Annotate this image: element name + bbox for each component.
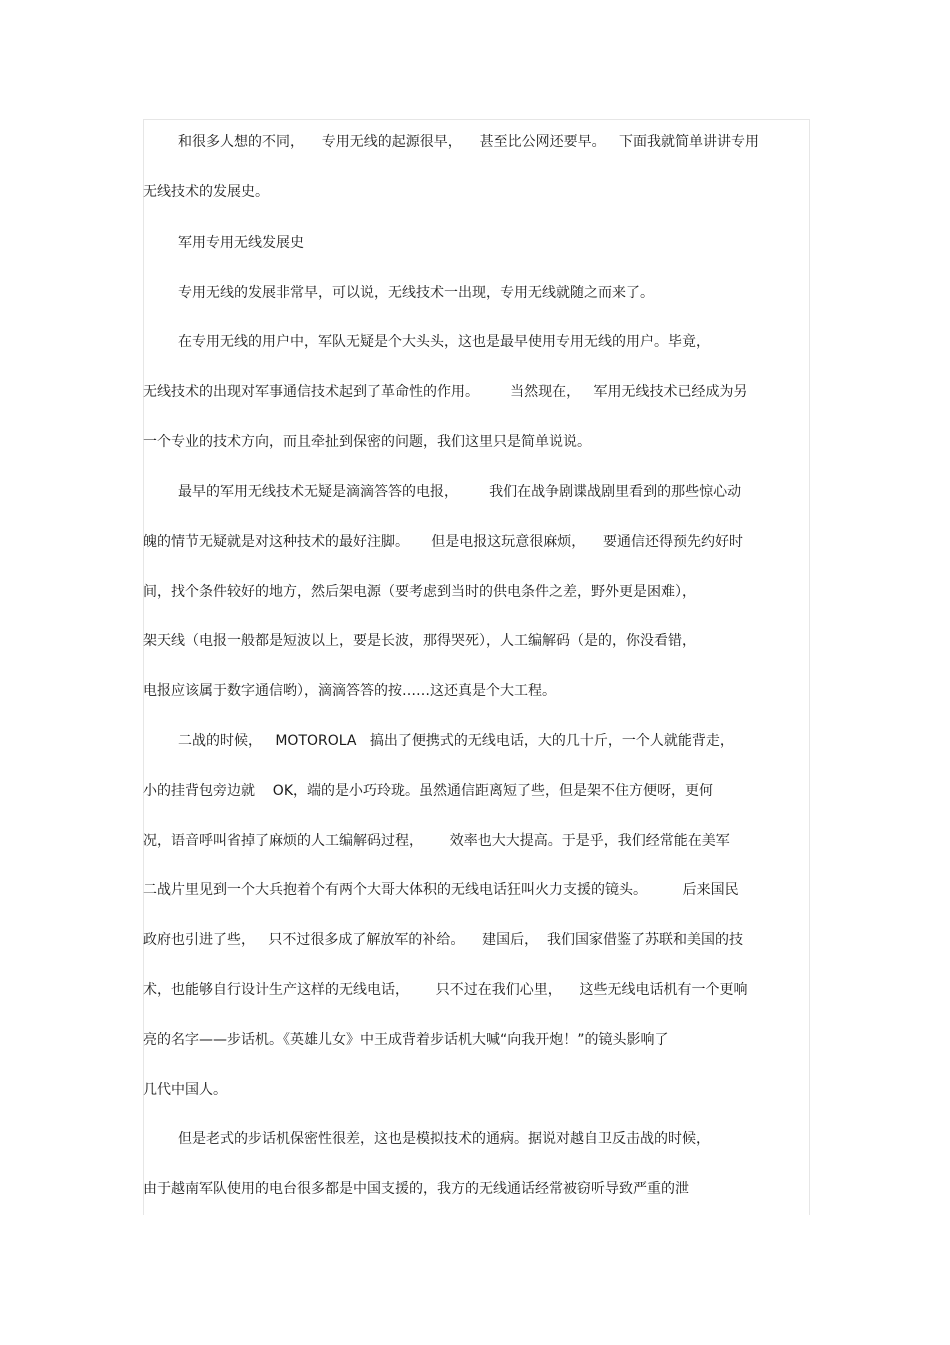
text-line: 和很多人想的不同， 专用无线的起源很早， 甚至比公网还要早。 下面我就简单讲讲专用 (178, 134, 759, 150)
text-line: 二战的时候， MOTOROLA 搞出了便携式的无线电话，大的几十斤，一个人就能背走， (178, 733, 734, 749)
text-line: 况，语音呼叫省掉了麻烦的人工编解码过程， 效率也大大提高。于是乎，我们经常能在美军 (143, 833, 730, 849)
text-line: 几代中国人。 (143, 1082, 227, 1098)
text-line: 无线技术的发展史。 (143, 184, 269, 200)
text-line: 但是老式的步话机保密性很差，这也是模拟技术的通病。据说对越自卫反击战的时候， (178, 1131, 710, 1147)
text-line: 专用无线的发展非常早，可以说，无线技术一出现，专用无线就随之而来了。 (178, 285, 654, 301)
text-line: 电报应该属于数字通信哟），滴滴答答的按……这还真是个大工程。 (143, 683, 556, 699)
section-heading: 军用专用无线发展史 (178, 235, 304, 251)
text-line: 二战片里见到一个大兵抱着个有两个大哥大体积的无线电话狂叫火力支援的镜头。 后来国民 (143, 882, 739, 898)
text-line: 一个专业的技术方向，而且牵扯到保密的问题，我们这里只是简单说说。 (143, 434, 591, 450)
text-line: 魄的情节无疑就是对这种技术的最好注脚。 但是电报这玩意很麻烦， 要通信还得预先约好时 (143, 534, 744, 550)
text-line: 政府也引进了些， 只不过很多成了解放军的补给。 建国后， 我们国家借鉴了苏联和美国的技 (143, 932, 744, 948)
text-line: 间，找个条件较好的地方，然后架电源（要考虑到当时的供电条件之差，野外更是困难）， (143, 584, 696, 600)
text-line: 亮的名字——步话机。《英雄儿女》中王成背着步话机大喊“向我开炮！”的镜头影响了 (143, 1032, 669, 1048)
text-line: 由于越南军队使用的电台很多都是中国支援的，我方的无线通话经常被窃听导致严重的泄 (143, 1181, 689, 1197)
text-line: 无线技术的出现对军事通信技术起到了革命性的作用。 当然现在， 军用无线技术已经成为另 (143, 384, 748, 400)
text-line: 在专用无线的用户中，军队无疑是个大头头，这也是最早使用专用无线的用户。毕竟， (178, 334, 710, 350)
text-line: 术，也能够自行设计生产这样的无线电话， 只不过在我们心里， 这些无线电话机有一个更响 (143, 982, 748, 998)
text-line: 架天线（电报一般都是短波以上，要是长波，那得哭死），人工编解码（是的，你没看错， (143, 633, 696, 649)
text-line: 小的挂背包旁边就 OK，端的是小巧玲珑。虽然通信距离短了些，但是架不住方便呀，更何 (143, 783, 713, 799)
text-line: 最早的军用无线技术无疑是滴滴答答的电报， 我们在战争剧谍战剧里看到的那些惊心动 (178, 484, 742, 500)
